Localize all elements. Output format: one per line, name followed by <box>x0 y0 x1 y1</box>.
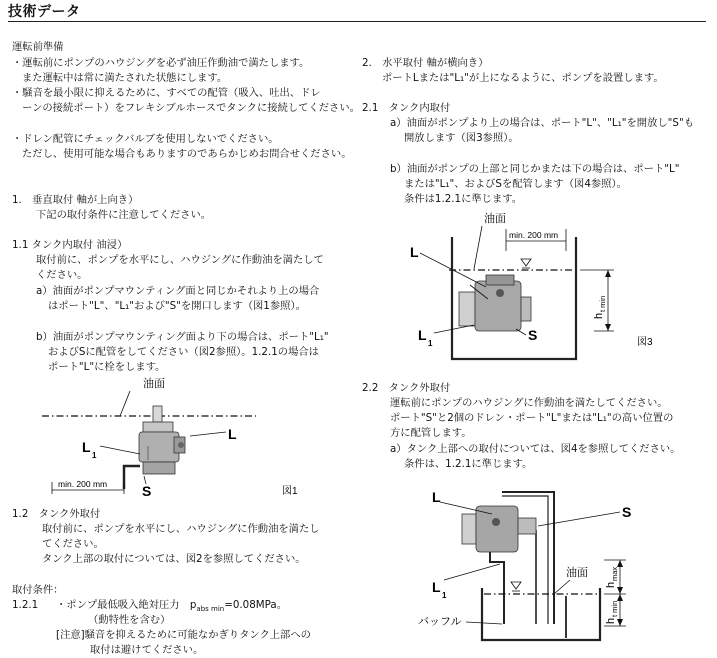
prep-bullet-1-line-2: また運転中は常に満たされた状態にします。 <box>22 72 228 84</box>
section-2-2-line-3: 方に配管します。 <box>390 427 472 439</box>
prep-title: 運転前準備 <box>12 41 64 53</box>
section-2-1-a-line-1: a）油面がポンプより上の場合は、ポート"L"、"L₁"を開放し"S"も <box>390 117 694 129</box>
condition-line-1-sub: abs min <box>196 605 225 614</box>
prep-bullet-2-line-1: ・騒音を最小限に抑えるために、すべての配管（吸入、吐出、ドレ <box>12 87 321 99</box>
fig3-h-sub: t min <box>598 295 607 312</box>
fig4-L-label: L <box>432 489 441 505</box>
fig3-L1-label: L <box>418 327 427 343</box>
section-2-1-b-line-1: b）油面がポンプの上部と同じかまたは下の場合は、ポート"L" <box>390 163 680 175</box>
section-2-2-line-1: 運転前にポンプのハウジングに作動油を満たしてください。 <box>390 397 668 409</box>
section-2-2-title: 2.2 タンク外取付 <box>362 382 451 394</box>
fig1-L-label: L <box>228 426 237 442</box>
fig3-S-label: S <box>528 327 538 343</box>
fig3-h-label: h <box>593 312 605 319</box>
figure-1 <box>40 374 330 502</box>
section-2-1-b-line-3: 条件は1.2.1に準じます。 <box>404 193 523 205</box>
section-2-2-a-line-2: 条件は、1.2.1に準じます。 <box>404 458 533 470</box>
condition-number: 1.2.1 <box>12 599 39 611</box>
section-1-1-title: 1.1 タンク内取付 油浸） <box>12 239 128 251</box>
section-1-1-b-line-2: およびSに配管をしてください（図2参照）。1.2.1の場合は <box>48 346 319 358</box>
figure-3 <box>404 207 704 367</box>
section-2-1-a-line-2: 開放します（図3参照）。 <box>404 132 519 144</box>
fig4-hmin-sub: t min <box>610 600 619 617</box>
fig3-L-label: L <box>410 244 419 260</box>
section-2-2-line-2: ポート"S"と2個のドレン・ポート"L"または"L₁"の高い位置の <box>390 412 674 424</box>
section-2-line: ポートLまたは"L₁"が上になるように、ポンプを設置します。 <box>382 72 664 84</box>
fig4-hmin-label: h <box>605 617 617 624</box>
prep-bullet-1-line-1: ・運転前にポンプのハウジングを必ず油圧作動油で満たします。 <box>12 57 310 69</box>
section-2-2-a-line-1: a）タンク上部への取付については、図4を参照してください。 <box>390 443 681 455</box>
fig4-oil-label: 油面 <box>566 567 588 579</box>
condition-note-line-1: [注意]騒音を抑えるために可能なかぎりタンク上部への <box>56 629 311 641</box>
fig4-L1-sub: 1 <box>442 591 447 600</box>
section-2-title: 2. 水平取付 軸が横向き） <box>362 57 489 69</box>
prep-bullet-2-line-2: ーンの接続ポート）をフレキシブルホースでタンクに接続してください。 <box>22 102 360 114</box>
condition-line-1-value: =0.08MPa。 <box>224 599 288 611</box>
fig4-S-label: S <box>622 504 632 520</box>
fig4-baffle-label: バッフル <box>418 616 462 628</box>
conditions-title: 取付条件： <box>12 584 64 596</box>
section-2-1-b-line-2: または"L₁"、およびSを配管します（図4参照）。 <box>404 178 627 190</box>
section-1-1-line-1: 取付前に、ポンプを水平にし、ハウジングに作動油を満たして <box>36 254 324 266</box>
section-1-1-line-2: ください。 <box>36 269 88 281</box>
section-1-2-title: 1.2 タンク外取付 <box>12 508 101 520</box>
section-1-1-b-line-3: ポート"L"に栓をします。 <box>48 361 166 373</box>
fig1-L1-sub: 1 <box>92 451 97 460</box>
title-rule <box>8 21 706 22</box>
fig3-caption: 図3 <box>637 337 653 348</box>
condition-line-1-text: ・ポンプ最低吸入絶対圧力 p <box>56 599 197 611</box>
fig4-hmax-label: h <box>605 581 617 588</box>
section-1-1-a-line-1: a）油面がポンプマウンティング面と同じかそれより上の場合 <box>36 285 320 297</box>
section-1-title: 1. 垂直取付 軸が上向き） <box>12 194 139 206</box>
fig4-L1-label: L <box>432 579 441 595</box>
section-1-2-line-3: タンク上部の取付については、図2を参照してください。 <box>42 553 306 565</box>
section-2-1-title: 2.1 タンク内取付 <box>362 102 451 114</box>
page-title: 技術データ <box>8 4 81 20</box>
prep-bullet-3-line-1: ・ドレン配管にチェックバルブを使用しないでください。 <box>12 133 279 145</box>
fig1-caption: 図1 <box>282 486 298 497</box>
fig1-dimension: min. 200 mm <box>58 479 108 489</box>
prep-bullet-3-line-2: ただし、使用可能な場合もありますのであらかじめお問合せください。 <box>22 148 352 160</box>
figure-4 <box>404 484 654 654</box>
fig1-oil-label: 油面 <box>143 378 165 390</box>
condition-note-line-2: 取付は避けてください。 <box>90 644 204 656</box>
section-1-2-line-1: 取付前に、ポンプを水平にし、ハウジングに作動油を満たし <box>42 523 320 535</box>
section-1-line: 下記の取付条件に注意してください。 <box>36 209 212 221</box>
section-1-2-line-2: てください。 <box>42 538 104 550</box>
fig3-oil-label: 油面 <box>484 213 506 225</box>
section-1-1-b-line-1: b）油面がポンプマウンティング面より下の場合は、ポート"L₁" <box>36 331 329 343</box>
fig1-S-label: S <box>142 483 152 499</box>
condition-line-2: （動特性を含む） <box>88 614 171 626</box>
fig4-hmax-sub: max <box>610 566 619 581</box>
fig3-dimension: min. 200 mm <box>509 230 559 240</box>
fig3-L1-sub: 1 <box>428 339 433 348</box>
fig1-L1-label: L <box>82 439 91 455</box>
section-1-1-a-line-2: はポート"L"、"L₁"および"S"を開口します（図1参照）。 <box>48 300 306 312</box>
